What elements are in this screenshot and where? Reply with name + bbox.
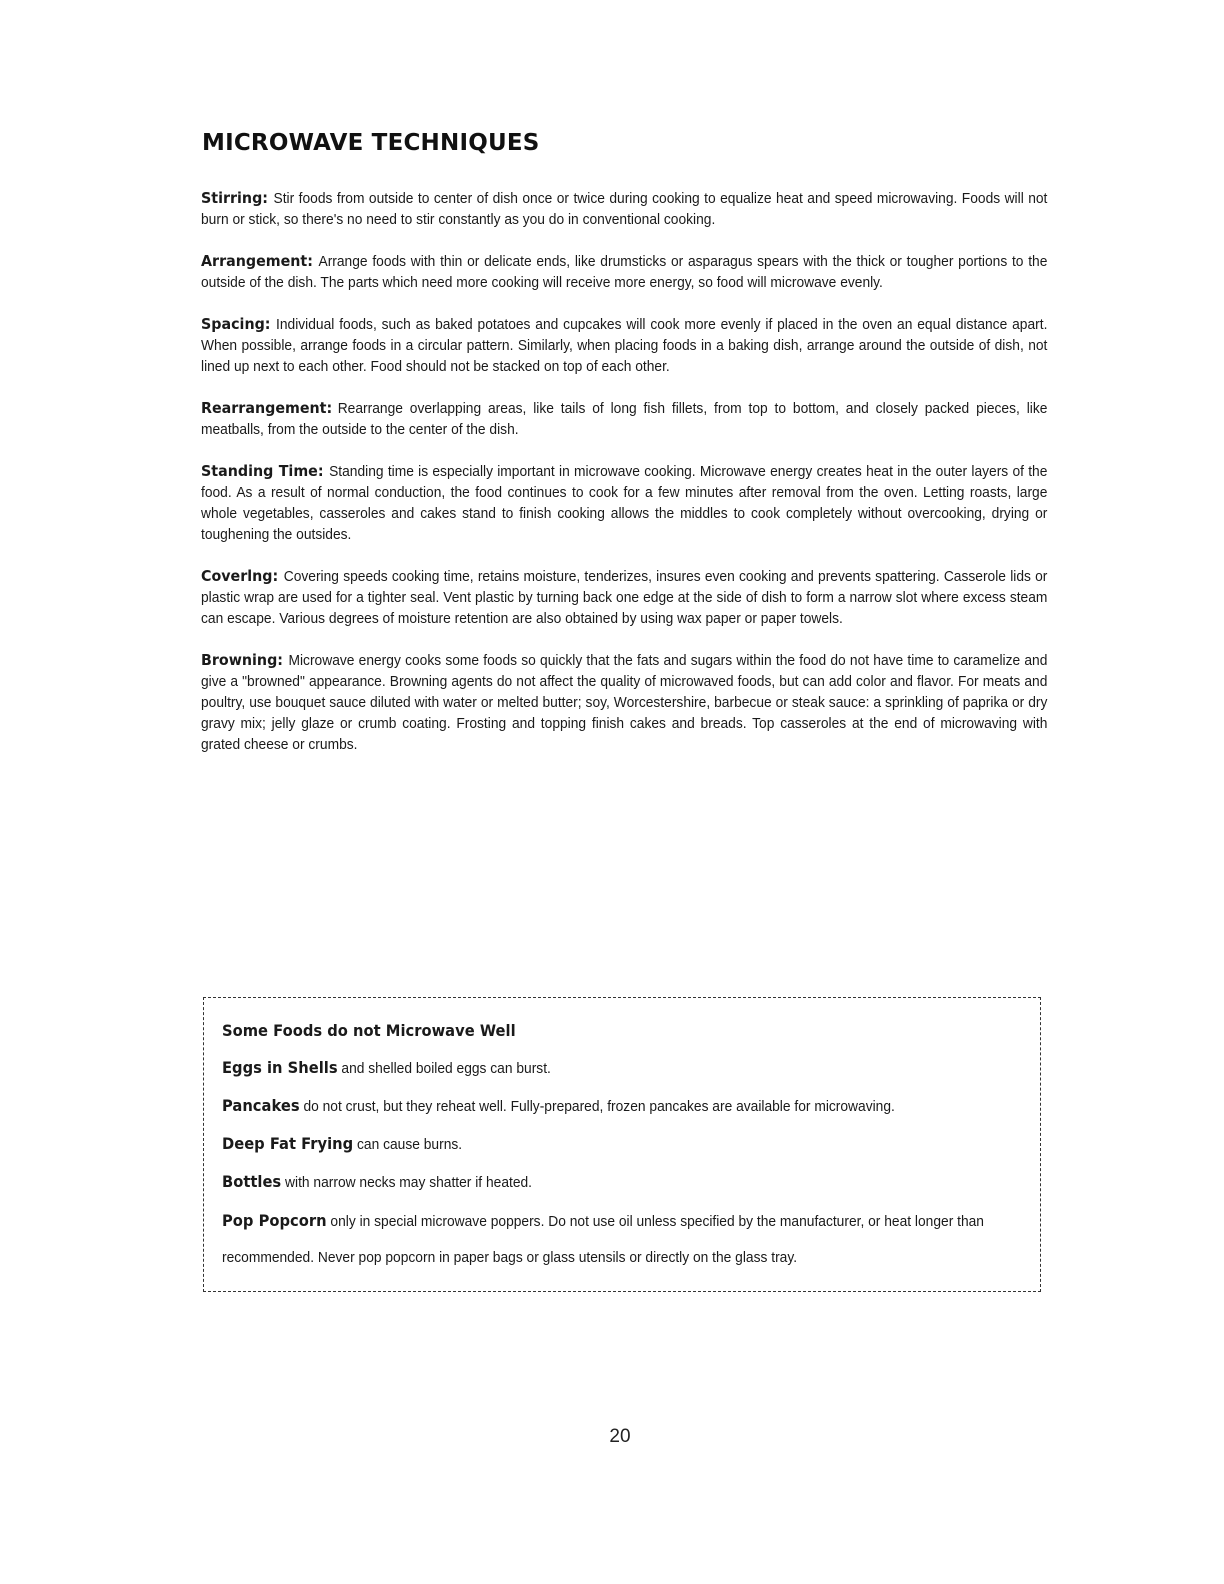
notice-term: Deep Fat Frying bbox=[222, 1134, 354, 1153]
section-text: Stir foods from outside to center of dish once or twice during cooking to equalize heat and speed microwaving. Foods will not burn or stick, so there's no need to stir constantly as you do in conventional cooking. bbox=[201, 190, 1048, 228]
notice-text: with narrow necks may shatter if heated. bbox=[285, 1174, 533, 1191]
notice-item bbox=[222, 1171, 1013, 1193]
section-term: Rearrangement: bbox=[201, 399, 333, 417]
section-stirring bbox=[201, 188, 1047, 230]
notice-item bbox=[222, 1057, 1013, 1079]
section-spacing bbox=[201, 314, 1047, 377]
notice-title: Some Foods do not Microwave Well bbox=[222, 1021, 516, 1040]
section-arrangement bbox=[201, 251, 1047, 293]
section-text: Covering speeds cooking time, retains moisture, tenderizes, insures even cooking and prevents spattering. Casserole lids or plastic wrap are used for a tighter seal. Vent plastic by turning back one edge at the side of dish to form a narrow slot where excess steam can escape. Various degrees of moisture retention are also obtained by using wax paper or paper towels. bbox=[201, 568, 1048, 627]
section-term: Stirring: bbox=[201, 189, 269, 207]
section-term: Arrangement: bbox=[201, 252, 313, 270]
notice-text: and shelled boiled eggs can burst. bbox=[341, 1060, 551, 1077]
page-title: MICROWAVE TECHNIQUES bbox=[202, 130, 540, 156]
section-rearrangement bbox=[201, 398, 1047, 440]
section-term: Standing Time: bbox=[201, 462, 324, 480]
section-browning bbox=[201, 650, 1047, 755]
notice-text: do not crust, but they reheat well. Fully-prepared, frozen pancakes are available for microwaving. bbox=[303, 1098, 895, 1115]
notice-term: Pop Popcorn bbox=[222, 1211, 327, 1230]
notice-content bbox=[222, 1020, 1013, 1292]
section-text: Rearrange overlapping areas, like tails of long fish fillets, from top to bottom, and closely packed pieces, like meatballs, from the outside to the center of the dish. bbox=[201, 400, 1048, 438]
notice-text: can cause burns. bbox=[357, 1136, 463, 1153]
section-text: Microwave energy cooks some foods so quickly that the fats and sugars within the food do not have time to caramelize and give a "browned" appearance. Browning agents do not affect the quality of microwaved foods, but can add color and flavor. For meats and poultry, use bouquet sauce diluted with water or melted butter; soy, Worcestershire, barbecue or steak sauce: a sprinkling of paprika or dry gravy mix; jelly glaze or crumb coating. Frosting and topping finish cakes and breads. Top casseroles at the end of microwaving with grated cheese or crumbs. bbox=[201, 652, 1048, 753]
section-term: Coverlng: bbox=[201, 567, 279, 585]
notice-text: only in special microwave poppers. Do not use oil unless specified by the manufacturer, or heat longer than recommended. Never pop popcorn in paper bags or glass utensils or directly on the glass tray. bbox=[222, 1213, 984, 1266]
notice-term: Bottles bbox=[222, 1172, 282, 1191]
notice-term: Pancakes bbox=[222, 1096, 300, 1115]
section-text: Arrange foods with thin or delicate ends, like drumsticks or asparagus spears with the thick or tougher portions to the outside of the dish. The parts which need more cooking will receive more energy, so food will microwave evenly. bbox=[201, 253, 1048, 291]
section-covering bbox=[201, 566, 1047, 629]
notice-item bbox=[222, 1203, 1013, 1276]
section-text: Standing time is especially important in microwave cooking. Microwave energy creates heat in the outer layers of the food. As a result of normal conduction, the food continues to cook for a few minutes after removal from the oven. Letting roasts, large whole vegetables, casseroles and cakes stand to finish cooking allows the middles to cook completely without overcooking, drying or toughening the outsides. bbox=[201, 463, 1048, 543]
notice-item bbox=[222, 1133, 1013, 1155]
section-term: Browning: bbox=[201, 651, 283, 669]
page-number: 20 bbox=[609, 1426, 631, 1447]
notice-term: Eggs in Shells bbox=[222, 1058, 338, 1077]
techniques-list bbox=[201, 188, 1047, 776]
section-text: Individual foods, such as baked potatoes and cupcakes will cook more evenly if placed in the oven an equal distance apart. When possible, arrange foods in a circular pattern. Similarly, when placing foods in a baking dish, arrange around the outside of dish, not lined up next to each other. Food should not be stacked on top of each other. bbox=[201, 316, 1048, 375]
section-standing-time bbox=[201, 461, 1047, 545]
section-term: Spacing: bbox=[201, 315, 271, 333]
notice-item bbox=[222, 1095, 1013, 1117]
foods-notice-box bbox=[203, 997, 1041, 1292]
